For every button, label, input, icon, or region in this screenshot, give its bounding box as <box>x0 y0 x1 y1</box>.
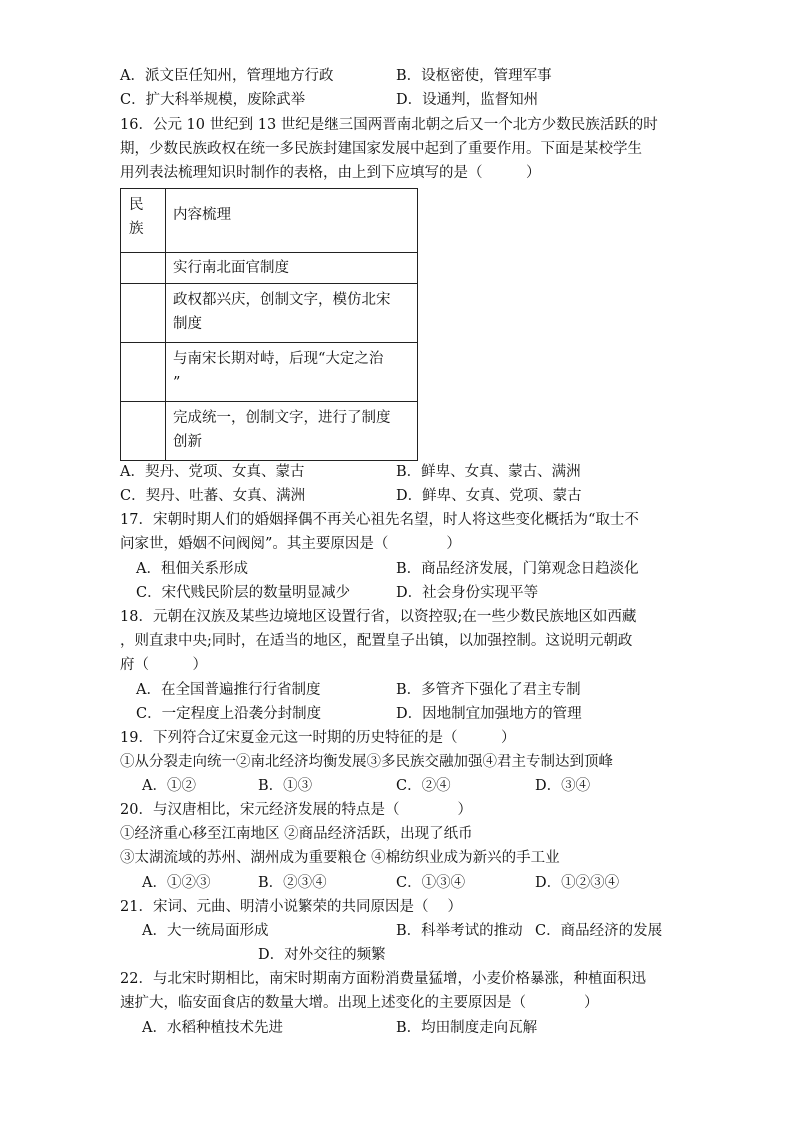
q18-option-a: A．在全国普遍推行行省制度 <box>136 682 321 698</box>
q18-stem-line3: 府（ ） <box>120 657 207 673</box>
q16-option-b: B．鲜卑、女真、蒙古、满洲 <box>396 464 581 480</box>
table-row <box>121 252 417 284</box>
q22-option-b: B．均田制度走向瓦解 <box>396 1020 538 1036</box>
table-row <box>121 401 417 461</box>
q15-option-c: C．扩大科举规模，废除武举 <box>120 92 306 108</box>
header-ethnic-char2: 族 <box>129 221 144 237</box>
content-line: ” <box>173 375 181 391</box>
ethnic-blank-cell <box>121 253 166 284</box>
header-ethnic-cell <box>121 189 166 252</box>
q15-option-b: B．设枢密使，管理军事 <box>396 68 552 84</box>
q20-option-a: A．①②③ <box>142 875 211 891</box>
q17-option-c: C．宋代贱民阶层的数量明显减少 <box>136 585 351 601</box>
q19-option-d: D．③④ <box>535 778 591 794</box>
q21-option-b: B．科举考试的推动 <box>396 923 523 939</box>
content-line: 政权都兴庆，创制文字，模仿北宋 <box>173 292 391 308</box>
q20-option-b: B．②③④ <box>258 875 327 891</box>
q16-stem-line1: 16．公元 10 世纪到 13 世纪是继三国两晋南北朝之后又一个北方少数民族活跃的时 <box>120 117 658 133</box>
q20-stem-line1: 20．与汉唐相比，宋元经济发展的特点是（ ） <box>120 802 472 818</box>
q21-option-c: C．商品经济的发展 <box>535 923 663 939</box>
q19-option-c: C．②④ <box>396 778 451 794</box>
table-row <box>121 342 417 402</box>
q16-option-c: C．契丹、吐蕃、女真、满洲 <box>120 488 306 504</box>
q22-stem-line2: 速扩大，临安面食店的数量大增。出现上述变化的主要原因是（ ） <box>120 995 599 1011</box>
content-line: 创新 <box>173 434 202 450</box>
q15-option-d: D．设通判，监督知州 <box>396 92 539 108</box>
q18-option-b: B．多管齐下强化了君主专制 <box>396 682 581 698</box>
ethnic-blank-cell <box>121 402 166 461</box>
q20-option-c: C．①③④ <box>396 875 466 891</box>
q16-stem-line2: 期，少数民族政权在统一多民族封建国家发展中起到了重要作用。下面是某校学生 <box>120 141 642 157</box>
q22-stem-line1: 22．与北宋时期相比，南宋时期南方面粉消费量猛增，小麦价格暴涨，种植面积迅 <box>120 971 646 987</box>
q19-stem-line1: 19．下列符合辽宋夏金元这一时期的历史特征的是（ ） <box>120 730 516 746</box>
q16-table <box>120 188 418 461</box>
q18-stem-line2: ，则直隶中央;同时，在适当的地区，配置皇子出镇，以加强控制。这说明元朝政 <box>120 633 633 649</box>
content-line: 实行南北面官制度 <box>173 260 289 276</box>
q17-stem-line2: 问家世，婚姻不问阀阅”。其主要原因是（ ） <box>120 536 461 552</box>
q19-option-b: B．①③ <box>258 778 313 794</box>
q21-option-d: D．对外交往的频繁 <box>258 947 386 963</box>
q21-option-a: A．大一统局面形成 <box>142 923 269 939</box>
content-line: 完成统一，创制文字，进行了制度 <box>173 410 391 426</box>
q20-stem-line3: ③太湖流域的苏州、湖州成为重要粮仓 ④棉纺织业成为新兴的手工业 <box>120 850 560 866</box>
q17-option-d: D．社会身份实现平等 <box>396 585 539 601</box>
table-header-row <box>121 189 417 252</box>
q18-option-c: C．一定程度上沿袭分封制度 <box>136 706 322 722</box>
q16-stem-line3: 用列表法梳理知识时制作的表格，由上到下应填写的是（ ） <box>120 165 541 181</box>
q19-stem-line2: ①从分裂走向统一②南北经济均衡发展③多民族交融加强④君主专制达到顶峰 <box>120 754 613 770</box>
ethnic-blank-cell <box>121 343 166 402</box>
ethnic-blank-cell <box>121 284 166 343</box>
content-line: 与南宋长期对峙，后现“大定之治 <box>173 351 384 367</box>
q17-option-b: B．商品经济发展，门第观念日趋淡化 <box>396 561 639 577</box>
header-content-cell: 内容梳理 <box>173 207 231 223</box>
q20-option-d: D．①②③④ <box>535 875 620 891</box>
q20-stem-line2: ①经济重心移至江南地区 ②商品经济活跃，出现了纸币 <box>120 826 473 842</box>
q16-option-d: D．鲜卑、女真、党项、蒙古 <box>396 488 582 504</box>
table-row <box>121 283 417 343</box>
q18-option-d: D．因地制宜加强地方的管理 <box>396 706 582 722</box>
header-ethnic-char1: 民 <box>129 197 144 213</box>
q19-option-a: A．①② <box>142 778 196 794</box>
q17-stem-line1: 17．宋朝时期人们的婚姻择偶不再关心祖先名望，时人将这些变化概括为“取士不 <box>120 512 639 528</box>
q17-option-a: A．租佃关系形成 <box>136 561 248 577</box>
q22-option-a: A．水稻种植技术先进 <box>142 1020 283 1036</box>
q18-stem-line1: 18．元朝在汉族及某些边境地区设置行省，以资控驭;在一些少数民族地区如西藏 <box>120 609 637 625</box>
q21-stem-line1: 21．宋词、元曲、明清小说繁荣的共同原因是（ ） <box>120 899 463 915</box>
content-line: 制度 <box>173 316 202 332</box>
q15-option-a: A．派文臣任知州，管理地方行政 <box>120 68 334 84</box>
q16-option-a: A．契丹、党项、女真、蒙古 <box>120 464 305 480</box>
